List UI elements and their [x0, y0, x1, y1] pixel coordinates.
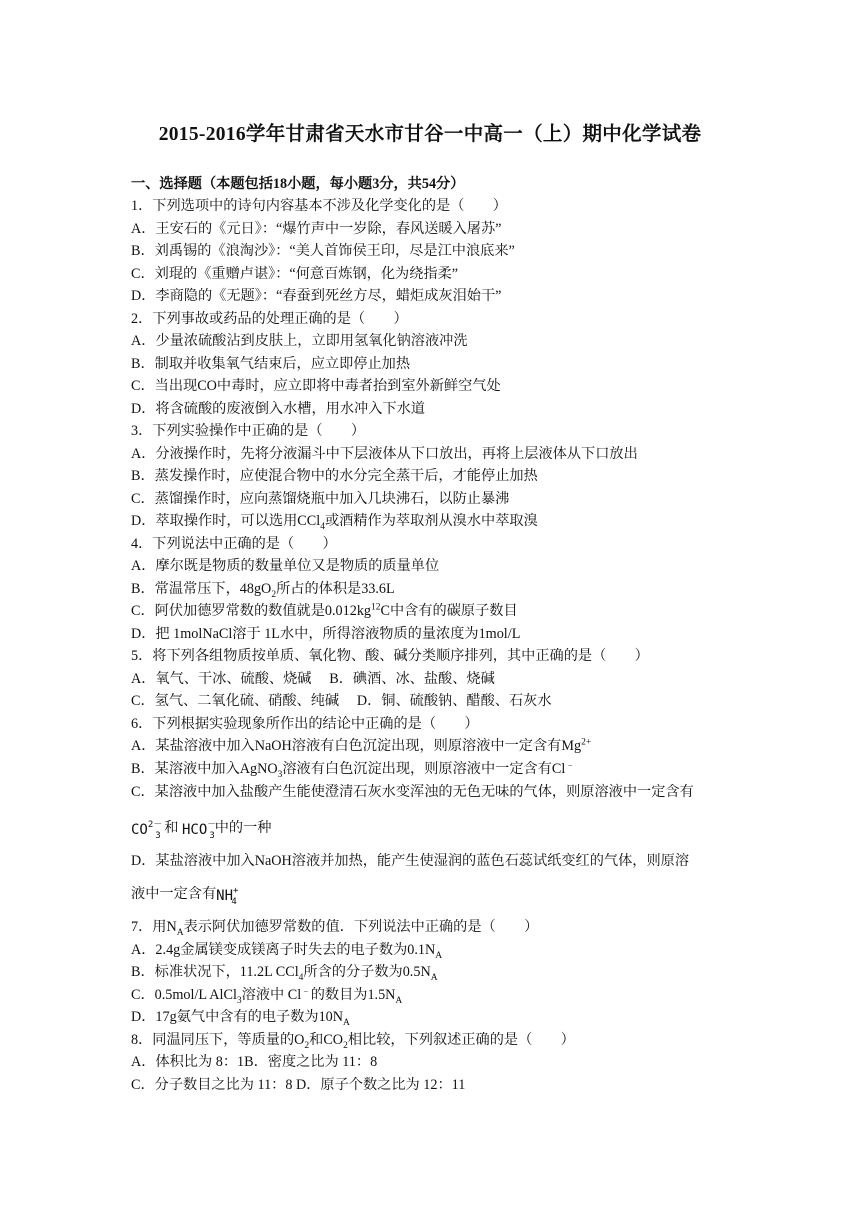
question-3: 3．下列实验操作中正确的是（ ） — [131, 423, 366, 439]
q6-option-b: B．某溶液中加入AgNO$_3$溶液有白色沉淀出现，则原溶液中一定含有Cl﹣ — [131, 760, 575, 780]
ammonium-ion-formula: $NH^+_4$ — [216, 886, 239, 907]
q7-option-a: A．2.4g金属镁变成镁离子时失去的电子数为$0.1N_A$ — [131, 942, 443, 961]
q3-option-c: C．蒸馏操作时，应向蒸馏烧瓶中加入几块沸石，以防止暴沸 — [131, 491, 510, 507]
question-2: 2．下列事故或药品的处理正确的是（ ） — [131, 311, 408, 327]
q4-option-b: B．常温常压下，$48gO_2$所占的体积是33.6L — [131, 581, 395, 600]
question-7: 7．用$N_A$表示阿伏加德罗常数的值．下列说法中正确的是（ ） — [131, 919, 539, 938]
question-1: 1．下列选项中的诗句内容基本不涉及化学变化的是（ ） — [131, 198, 507, 214]
page-title: 2015-2016学年甘肃省天水市甘谷一中高一（上）期中化学试卷 — [158, 124, 702, 145]
question-4: 4．下列说法中正确的是（ ） — [131, 536, 337, 552]
q6-option-c-line1: C．某溶液中加入盐酸产生能使澄清石灰水变浑浊的无色无味的气体，则原溶液中一定含有 — [131, 784, 694, 800]
q4-option-a: A．摩尔既是物质的数量单位又是物质的质量单位 — [131, 558, 440, 574]
q4-option-c: C．阿伏加德罗常数的数值就是$0.012kg^{12}C$中含有的碳原子数目 — [131, 602, 518, 619]
q2-option-c: C．当出现CO中毒时，应立即将中毒者抬到室外新鲜空气处 — [131, 378, 501, 394]
question-5: 5．将下列各组物质按单质、氧化物、酸、碱分类顺序排列，其中正确的是（ ） — [131, 648, 649, 664]
q3-option-d: D．萃取操作时，可以选用CCl$_4$或酒精作为萃取剂从溴水中萃取溴 — [131, 513, 538, 532]
q6-option-d-line2: 液中一定含有$NH^+_4$ — [131, 886, 239, 907]
q3-option-a: A．分液操作时，先将分液漏斗中下层液体从下口放出，再将上层液体从下口放出 — [131, 446, 638, 462]
q5-options-cd: C．氢气、二氧化硫、硝酸、纯碱 D．铜、硫酸钠、醋酸、石灰水 — [131, 693, 552, 709]
q6-option-c-line2: $CO^{2-}_3$ 和 $HCO^-_3$中的一种 — [131, 820, 272, 841]
q1-option-a: A．王安石的《元日》：“爆竹声中一岁除，春风送暖入屠苏” — [131, 221, 502, 237]
q1-option-c: C．刘琨的《重赠卢谌》：“何意百炼钢，化为绕指柔” — [131, 266, 459, 282]
bicarbonate-ion-formula: $HCO^-_3$ — [182, 820, 217, 841]
q5-options-ab: A．氧气、干冰、硫酸、烧碱 B．碘酒、冰、盐酸、烧碱 — [131, 671, 495, 687]
q2-option-d: D．将含硫酸的废液倒入水槽，用水冲入下水道 — [131, 401, 425, 417]
q7-option-c: C．0.5mol/L AlCl$_3$溶液中 Cl﹣的数目为$1.5N_A$ — [131, 986, 403, 1006]
question-8: 8．同温同压下，等质量的$O_2$和$CO_2$相比较，下列叙述正确的是（ ） — [131, 1032, 575, 1051]
q8-options-cd: C．分子数目之比为 11：8 D．原子个数之比为 12：11 — [131, 1077, 466, 1093]
q2-option-a: A．少量浓硫酸沾到皮肤上，立即用氢氧化钠溶液冲洗 — [131, 333, 468, 349]
q4-option-d: D．把 1molNaCl溶于 1L水中，所得溶液物质的量浓度为1mol/L — [131, 626, 521, 642]
question-6: 6．下列根据实验现象所作出的结论中正确的是（ ） — [131, 716, 479, 732]
q3-option-b: B．蒸发操作时，应使混合物中的水分完全蒸干后，才能停止加热 — [131, 468, 538, 484]
q6-option-a: A．某盐溶液中加入NaOH溶液有白色沉淀出现，则原溶液中一定含有$Mg^{2+}$ — [131, 737, 592, 754]
q1-option-b: B．刘禹锡的《浪淘沙》：“美人首饰侯王印，尽是江中浪底来” — [131, 243, 515, 259]
q7-option-d: D．17g氨气中含有的电子数为$10N_A$ — [131, 1009, 350, 1028]
q1-option-d: D．李商隐的《无题》：“春蚕到死丝方尽，蜡炬成灰泪始干” — [131, 288, 502, 304]
q7-option-b: B．标准状况下，11.2L CCl$_4$所含的分子数为$0.5N_A$ — [131, 964, 438, 983]
section-heading: 一、选择题（本题包括18小题，每小题3分，共54分） — [131, 176, 465, 192]
q6-option-d-line1: D．某盐溶液中加入NaOH溶液并加热，能产生使湿润的蓝色石蕊试纸变红的气体，则原溶 — [131, 853, 690, 869]
q2-option-b: B．制取并收集氧气结束后，应立即停止加热 — [131, 356, 411, 372]
carbonate-ion-formula: $CO^{2-}_3$ — [131, 820, 163, 841]
q8-options-ab: A．体积比为 8：1B．密度之比为 11：8 — [131, 1054, 378, 1070]
